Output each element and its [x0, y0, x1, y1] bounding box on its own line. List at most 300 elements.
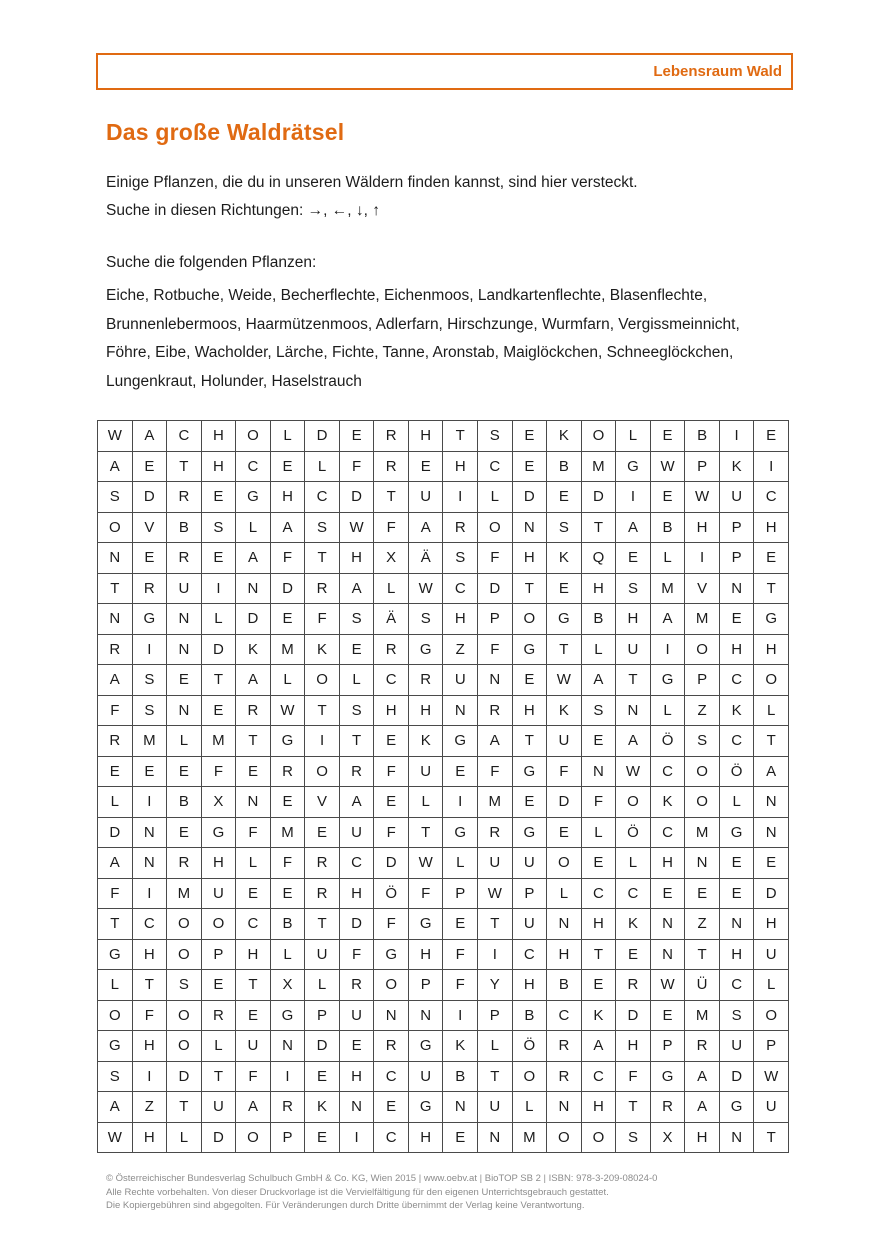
grid-cell: A: [581, 665, 616, 696]
grid-cell: E: [201, 970, 236, 1001]
grid-cell: M: [201, 726, 236, 757]
grid-cell: L: [650, 543, 685, 574]
grid-row: [98, 1031, 789, 1062]
grid-cell: T: [581, 939, 616, 970]
grid-cell: T: [374, 482, 409, 513]
grid-cell: Z: [685, 909, 720, 940]
grid-cell: E: [719, 848, 754, 879]
grid-cell: W: [650, 970, 685, 1001]
grid-cell: F: [374, 756, 409, 787]
grid-cell: I: [270, 1061, 305, 1092]
grid-cell: T: [616, 1092, 651, 1123]
grid-cell: E: [236, 756, 271, 787]
grid-cell: S: [408, 604, 443, 635]
grid-cell: L: [270, 421, 305, 452]
grid-cell: O: [512, 604, 547, 635]
grid-cell: P: [270, 1122, 305, 1153]
grid-cell: D: [98, 817, 133, 848]
grid-cell: I: [132, 634, 167, 665]
grid-cell: K: [236, 634, 271, 665]
grid-cell: T: [305, 543, 340, 574]
grid-cell: T: [201, 1061, 236, 1092]
grid-cell: P: [719, 512, 754, 543]
grid-cell: E: [167, 665, 202, 696]
grid-cell: H: [201, 421, 236, 452]
grid-cell: E: [270, 451, 305, 482]
grid-cell: K: [719, 695, 754, 726]
plant-list-line: Föhre, Eibe, Wacholder, Lärche, Fichte, Tanne, Aronstab, Maiglöckchen, Schneeglöckchen,: [106, 344, 734, 361]
grid-cell: F: [305, 604, 340, 635]
grid-cell: X: [201, 787, 236, 818]
grid-cell: U: [201, 878, 236, 909]
grid-cell: U: [305, 939, 340, 970]
grid-cell: E: [339, 634, 374, 665]
grid-cell: X: [374, 543, 409, 574]
grid-cell: A: [98, 451, 133, 482]
grid-cell: E: [201, 543, 236, 574]
grid-cell: O: [616, 787, 651, 818]
grid-cell: H: [132, 939, 167, 970]
grid-cell: E: [650, 482, 685, 513]
grid-cell: O: [305, 756, 340, 787]
grid-row: [98, 787, 789, 818]
grid-cell: O: [581, 421, 616, 452]
grid-cell: A: [236, 543, 271, 574]
grid-cell: M: [270, 634, 305, 665]
grid-cell: F: [132, 1000, 167, 1031]
grid-cell: L: [616, 421, 651, 452]
grid-cell: F: [270, 543, 305, 574]
grid-cell: H: [201, 451, 236, 482]
grid-cell: P: [719, 543, 754, 574]
grid-cell: I: [719, 421, 754, 452]
grid-cell: A: [581, 1031, 616, 1062]
grid-cell: E: [719, 604, 754, 635]
grid-cell: F: [478, 756, 513, 787]
grid-cell: E: [650, 878, 685, 909]
grid-cell: O: [581, 1122, 616, 1153]
grid-cell: N: [98, 543, 133, 574]
grid-cell: E: [374, 1092, 409, 1123]
grid-cell: R: [270, 1092, 305, 1123]
grid-cell: U: [547, 726, 582, 757]
grid-cell: U: [719, 482, 754, 513]
grid-cell: H: [581, 1092, 616, 1123]
grid-row: [98, 543, 789, 574]
grid-cell: M: [167, 878, 202, 909]
grid-cell: M: [650, 573, 685, 604]
grid-cell: Ö: [719, 756, 754, 787]
grid-cell: D: [547, 787, 582, 818]
grid-cell: R: [478, 817, 513, 848]
grid-cell: L: [478, 1031, 513, 1062]
grid-cell: H: [270, 482, 305, 513]
grid-cell: E: [754, 543, 789, 574]
grid-cell: D: [132, 482, 167, 513]
grid-cell: T: [754, 726, 789, 757]
grid-cell: L: [305, 970, 340, 1001]
grid-cell: E: [339, 1031, 374, 1062]
grid-cell: H: [236, 939, 271, 970]
grid-cell: W: [547, 665, 582, 696]
grid-cell: H: [408, 1122, 443, 1153]
grid-cell: C: [547, 1000, 582, 1031]
grid-cell: C: [374, 1122, 409, 1153]
grid-cell: L: [616, 848, 651, 879]
grid-cell: G: [408, 1031, 443, 1062]
grid-cell: F: [201, 756, 236, 787]
grid-cell: O: [685, 787, 720, 818]
grid-cell: I: [650, 634, 685, 665]
grid-cell: I: [478, 939, 513, 970]
grid-cell: R: [408, 665, 443, 696]
grid-cell: W: [98, 1122, 133, 1153]
grid-cell: R: [650, 1092, 685, 1123]
grid-cell: N: [167, 604, 202, 635]
grid-row: [98, 512, 789, 543]
grid-cell: M: [478, 787, 513, 818]
grid-cell: G: [132, 604, 167, 635]
grid-cell: C: [167, 421, 202, 452]
grid-row: [98, 756, 789, 787]
grid-cell: Z: [685, 695, 720, 726]
grid-cell: K: [408, 726, 443, 757]
grid-cell: R: [374, 634, 409, 665]
grid-cell: H: [408, 939, 443, 970]
grid-cell: U: [236, 1031, 271, 1062]
grid-cell: T: [305, 909, 340, 940]
grid-cell: Ü: [685, 970, 720, 1001]
grid-cell: D: [305, 1031, 340, 1062]
grid-cell: G: [236, 482, 271, 513]
grid-cell: T: [167, 451, 202, 482]
grid-cell: H: [650, 848, 685, 879]
grid-cell: N: [270, 1031, 305, 1062]
grid-cell: I: [132, 878, 167, 909]
grid-cell: E: [167, 817, 202, 848]
grid-cell: Ä: [408, 543, 443, 574]
grid-cell: N: [719, 909, 754, 940]
grid-cell: M: [685, 817, 720, 848]
header-band: [96, 53, 793, 90]
grid-cell: M: [581, 451, 616, 482]
word-grid-body: [98, 421, 789, 1153]
grid-cell: B: [270, 909, 305, 940]
grid-cell: T: [581, 512, 616, 543]
grid-cell: U: [754, 939, 789, 970]
grid-cell: O: [167, 939, 202, 970]
grid-cell: N: [650, 939, 685, 970]
grid-cell: L: [167, 726, 202, 757]
grid-cell: C: [616, 878, 651, 909]
grid-cell: D: [270, 573, 305, 604]
grid-cell: H: [339, 1061, 374, 1092]
grid-cell: K: [616, 909, 651, 940]
grid-cell: I: [132, 1061, 167, 1092]
grid-cell: P: [512, 878, 547, 909]
grid-cell: F: [443, 970, 478, 1001]
grid-cell: N: [754, 817, 789, 848]
grid-cell: W: [685, 482, 720, 513]
plant-word-list: [106, 282, 740, 396]
grid-cell: I: [201, 573, 236, 604]
grid-cell: L: [754, 970, 789, 1001]
grid-row: [98, 1122, 789, 1153]
grid-cell: E: [167, 756, 202, 787]
grid-cell: D: [339, 482, 374, 513]
grid-cell: R: [236, 695, 271, 726]
grid-cell: T: [201, 665, 236, 696]
grid-cell: K: [581, 1000, 616, 1031]
grid-row: [98, 1061, 789, 1092]
grid-cell: A: [339, 573, 374, 604]
grid-cell: F: [236, 1061, 271, 1092]
grid-row: [98, 909, 789, 940]
grid-cell: S: [616, 573, 651, 604]
grid-cell: O: [236, 1122, 271, 1153]
grid-cell: H: [616, 604, 651, 635]
grid-cell: H: [201, 848, 236, 879]
grid-cell: G: [754, 604, 789, 635]
grid-cell: B: [512, 1000, 547, 1031]
grid-cell: O: [98, 512, 133, 543]
grid-cell: S: [339, 695, 374, 726]
grid-cell: F: [443, 939, 478, 970]
grid-cell: N: [478, 665, 513, 696]
grid-cell: U: [339, 817, 374, 848]
grid-cell: S: [167, 970, 202, 1001]
grid-cell: L: [270, 939, 305, 970]
grid-cell: H: [581, 573, 616, 604]
grid-cell: I: [443, 482, 478, 513]
grid-row: [98, 695, 789, 726]
grid-cell: T: [236, 970, 271, 1001]
grid-cell: H: [512, 970, 547, 1001]
grid-cell: W: [616, 756, 651, 787]
grid-cell: E: [754, 421, 789, 452]
grid-cell: C: [719, 970, 754, 1001]
grid-cell: N: [547, 909, 582, 940]
grid-cell: D: [374, 848, 409, 879]
grid-cell: E: [650, 1000, 685, 1031]
grid-cell: T: [547, 634, 582, 665]
grid-cell: T: [478, 1061, 513, 1092]
grid-cell: F: [270, 848, 305, 879]
grid-cell: W: [98, 421, 133, 452]
grid-cell: O: [236, 421, 271, 452]
grid-cell: B: [650, 512, 685, 543]
grid-cell: C: [650, 817, 685, 848]
grid-cell: U: [512, 848, 547, 879]
grid-cell: U: [754, 1092, 789, 1123]
grid-cell: I: [443, 1000, 478, 1031]
grid-cell: B: [547, 451, 582, 482]
grid-cell: N: [98, 604, 133, 635]
grid-cell: S: [719, 1000, 754, 1031]
grid-cell: C: [236, 909, 271, 940]
grid-cell: L: [719, 787, 754, 818]
grid-cell: T: [685, 939, 720, 970]
grid-cell: R: [270, 756, 305, 787]
grid-cell: V: [132, 512, 167, 543]
grid-cell: L: [339, 665, 374, 696]
grid-cell: D: [616, 1000, 651, 1031]
grid-cell: N: [132, 848, 167, 879]
grid-cell: U: [616, 634, 651, 665]
grid-cell: C: [132, 909, 167, 940]
grid-row: [98, 848, 789, 879]
grid-cell: P: [685, 451, 720, 482]
grid-cell: E: [236, 878, 271, 909]
grid-cell: L: [236, 848, 271, 879]
grid-cell: S: [443, 543, 478, 574]
grid-cell: S: [305, 512, 340, 543]
grid-cell: C: [374, 665, 409, 696]
grid-cell: G: [512, 817, 547, 848]
grid-cell: P: [478, 604, 513, 635]
grid-cell: T: [305, 695, 340, 726]
grid-cell: K: [443, 1031, 478, 1062]
grid-row: [98, 817, 789, 848]
grid-cell: L: [650, 695, 685, 726]
grid-cell: C: [719, 726, 754, 757]
grid-cell: E: [581, 726, 616, 757]
grid-cell: A: [616, 726, 651, 757]
grid-cell: F: [374, 909, 409, 940]
grid-cell: Ä: [374, 604, 409, 635]
grid-cell: I: [339, 1122, 374, 1153]
grid-cell: T: [478, 909, 513, 940]
grid-cell: H: [547, 939, 582, 970]
grid-row: [98, 665, 789, 696]
grid-cell: N: [408, 1000, 443, 1031]
page-title: Das große Waldrätsel: [106, 119, 345, 145]
grid-cell: D: [236, 604, 271, 635]
grid-cell: B: [581, 604, 616, 635]
grid-cell: D: [305, 421, 340, 452]
grid-cell: H: [685, 512, 720, 543]
grid-cell: S: [98, 482, 133, 513]
grid-cell: F: [547, 756, 582, 787]
grid-cell: E: [547, 482, 582, 513]
grid-cell: E: [132, 756, 167, 787]
grid-cell: E: [685, 878, 720, 909]
grid-cell: G: [270, 726, 305, 757]
grid-row: [98, 878, 789, 909]
grid-cell: C: [512, 939, 547, 970]
grid-cell: O: [478, 512, 513, 543]
grid-cell: E: [132, 543, 167, 574]
grid-cell: O: [547, 1122, 582, 1153]
grid-cell: R: [374, 1031, 409, 1062]
grid-cell: G: [270, 1000, 305, 1031]
grid-cell: H: [581, 909, 616, 940]
grid-cell: H: [719, 634, 754, 665]
grid-cell: L: [270, 665, 305, 696]
grid-cell: U: [719, 1031, 754, 1062]
grid-cell: U: [408, 756, 443, 787]
grid-cell: S: [547, 512, 582, 543]
grid-cell: A: [236, 665, 271, 696]
grid-cell: E: [616, 939, 651, 970]
grid-cell: R: [547, 1061, 582, 1092]
grid-cell: T: [616, 665, 651, 696]
grid-cell: O: [167, 909, 202, 940]
grid-cell: E: [201, 695, 236, 726]
grid-cell: M: [512, 1122, 547, 1153]
grid-cell: H: [339, 543, 374, 574]
grid-cell: R: [305, 878, 340, 909]
grid-cell: A: [98, 1092, 133, 1123]
grid-row: [98, 970, 789, 1001]
grid-cell: E: [305, 817, 340, 848]
grid-cell: I: [305, 726, 340, 757]
grid-cell: V: [685, 573, 720, 604]
grid-cell: E: [512, 451, 547, 482]
grid-cell: G: [650, 1061, 685, 1092]
grid-cell: B: [167, 787, 202, 818]
grid-cell: R: [374, 421, 409, 452]
grid-cell: G: [719, 1092, 754, 1123]
grid-cell: M: [685, 604, 720, 635]
grid-cell: X: [650, 1122, 685, 1153]
grid-cell: W: [478, 878, 513, 909]
grid-cell: S: [616, 1122, 651, 1153]
grid-cell: O: [167, 1031, 202, 1062]
grid-cell: N: [478, 1122, 513, 1153]
grid-cell: R: [443, 512, 478, 543]
intro-text: [106, 169, 638, 225]
grid-cell: L: [408, 787, 443, 818]
grid-cell: R: [339, 756, 374, 787]
grid-cell: O: [547, 848, 582, 879]
grid-cell: H: [512, 695, 547, 726]
grid-cell: R: [167, 848, 202, 879]
grid-cell: N: [512, 512, 547, 543]
grid-cell: F: [374, 512, 409, 543]
grid-cell: E: [305, 1122, 340, 1153]
grid-cell: N: [754, 787, 789, 818]
grid-cell: N: [547, 1092, 582, 1123]
grid-cell: U: [408, 482, 443, 513]
grid-cell: D: [581, 482, 616, 513]
grid-cell: P: [201, 939, 236, 970]
grid-cell: E: [236, 1000, 271, 1031]
grid-cell: U: [478, 1092, 513, 1123]
grid-cell: C: [236, 451, 271, 482]
grid-cell: Z: [443, 634, 478, 665]
grid-cell: R: [685, 1031, 720, 1062]
grid-cell: L: [201, 1031, 236, 1062]
grid-cell: G: [512, 634, 547, 665]
grid-cell: L: [201, 604, 236, 635]
grid-cell: E: [408, 451, 443, 482]
grid-cell: S: [132, 695, 167, 726]
grid-cell: H: [132, 1031, 167, 1062]
grid-cell: Ö: [650, 726, 685, 757]
grid-cell: L: [754, 695, 789, 726]
grid-cell: E: [616, 543, 651, 574]
grid-cell: A: [616, 512, 651, 543]
grid-cell: E: [305, 1061, 340, 1092]
grid-cell: F: [339, 451, 374, 482]
grid-cell: E: [547, 817, 582, 848]
grid-cell: N: [236, 787, 271, 818]
grid-cell: D: [478, 573, 513, 604]
grid-cell: F: [478, 543, 513, 574]
grid-cell: W: [339, 512, 374, 543]
grid-cell: K: [305, 1092, 340, 1123]
